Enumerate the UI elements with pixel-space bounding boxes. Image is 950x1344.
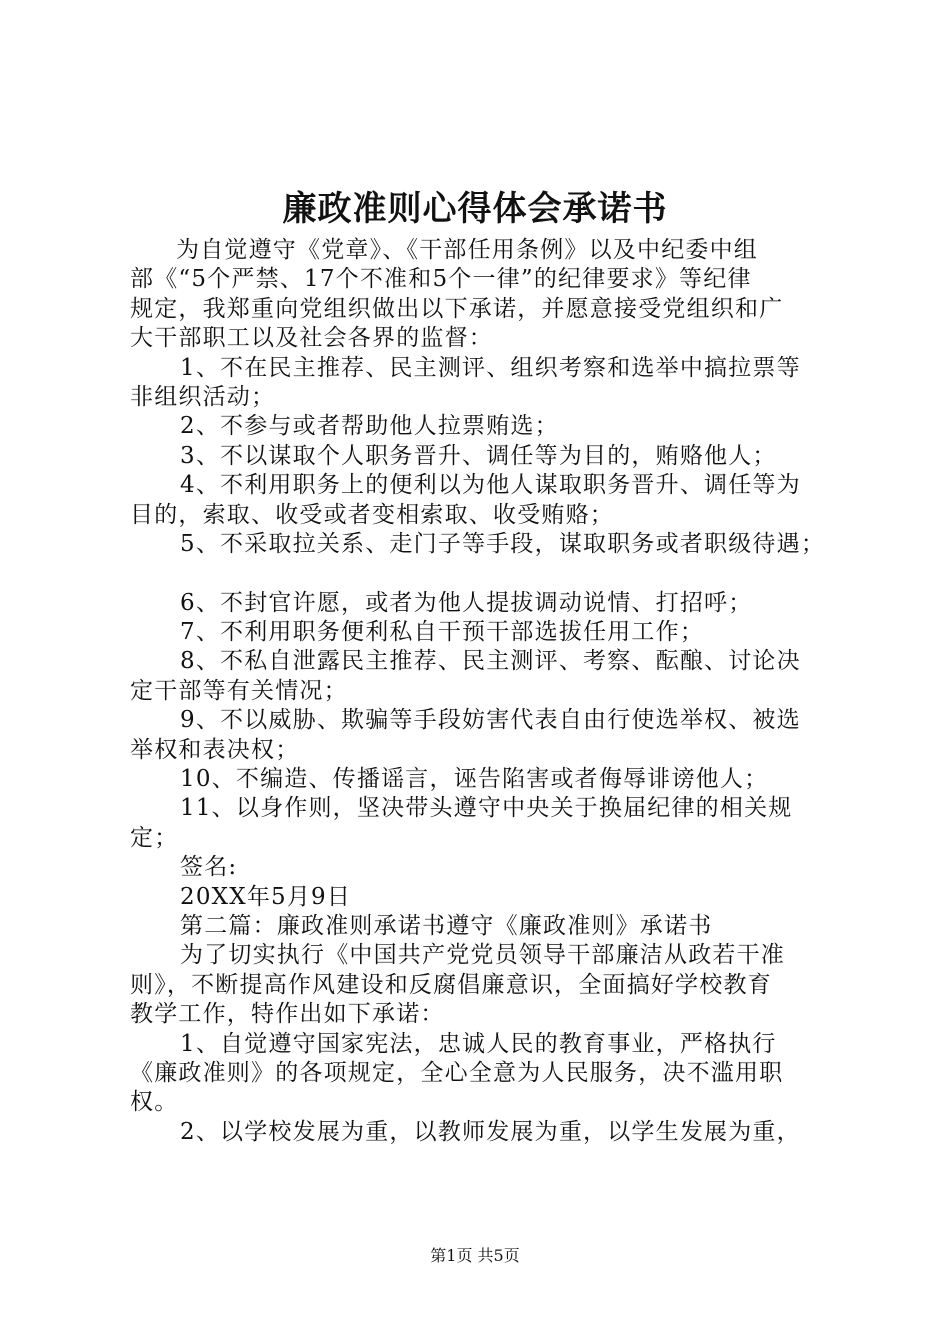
paragraph-line: 2、以学校发展为重，以教师发展为重，以学生发展为重， xyxy=(180,1118,801,1145)
document-title: 廉政准则心得体会承诺书 xyxy=(282,189,668,229)
paragraph-line: 权。 xyxy=(130,1089,179,1116)
paragraph-line: 9、不以威胁、欺骗等手段妨害代表自由行使选举权、被选 xyxy=(180,707,801,734)
paragraph-line: 大干部职工以及社会各界的监督： xyxy=(130,325,493,352)
section-heading: 第二篇：廉政准则承诺书遵守《廉政准则》承诺书 xyxy=(180,912,713,939)
paragraph-line: 规定，我郑重向党组织做出以下承诺，并愿意接受党组织和广 xyxy=(130,295,784,322)
paragraph-line: 3、不以谋取个人职务晋升、调任等为目的，贿赂他人； xyxy=(180,442,777,469)
paragraph-line: 2、不参与或者帮助他人拉票贿选； xyxy=(180,413,559,440)
paragraph-line: 1、自觉遵守国家宪法，忠诚人民的教育事业，严格执行 xyxy=(180,1030,777,1057)
paragraph-line: 教学工作，特作出如下承诺： xyxy=(130,1001,445,1028)
paragraph-line: 《廉政准则》的各项规定，全心全意为人民服务，决不滥用职 xyxy=(130,1059,784,1086)
paragraph-line: 1、不在民主推荐、民主测评、组织考察和选举中搞拉票等 xyxy=(180,354,801,381)
paragraph-line: 为自觉遵守《党章》、《干部任用条例》以及中纪委中组 xyxy=(176,237,758,263)
paragraph-line: 为了切实执行《中国共产党党员领导干部廉洁从政若干准 xyxy=(180,942,785,969)
document-body xyxy=(130,236,830,1147)
paragraph-line: 目的，索取、收受或者变相索取、收受贿赂； xyxy=(130,501,614,528)
paragraph-line: 7、不利用职务便利私自干预干部选拔任用工作； xyxy=(180,619,705,646)
date-line: 20XX年5月9日 xyxy=(180,883,352,910)
paragraph-line: 部《“5个严禁、17个不准和5个一律”的纪律要求》等纪律 xyxy=(130,266,752,293)
paragraph-line: 则》，不断提高作风建设和反腐倡廉意识，全面搞好学校教育 xyxy=(130,971,772,998)
paragraph-line: 举权和表决权； xyxy=(130,736,300,763)
paragraph-line: 8、不私自泄露民主推荐、民主测评、考察、酝酿、讨论决 xyxy=(180,648,801,675)
paragraph-line: 定； xyxy=(130,824,179,851)
blank-line xyxy=(130,559,830,588)
paragraph-line: 5、不采取拉关系、走门子等手段，谋取职务或者职级待遇； xyxy=(180,530,826,557)
page-number-footer: 第1页 共5页 xyxy=(430,1246,520,1265)
signature-label: 签名: xyxy=(180,854,238,881)
paragraph-line: 10、不编造、传播谣言，诬告陷害或者侮辱诽谤他人； xyxy=(180,766,769,793)
paragraph-line: 定干部等有关情况； xyxy=(130,677,348,704)
paragraph-line: 11、以身作则，坚决带头遵守中央关于换届纪律的相关规 xyxy=(180,795,793,822)
paragraph-line: 4、不利用职务上的便利以为他人谋取职务晋升、调任等为 xyxy=(180,472,801,499)
paragraph-line: 非组织活动； xyxy=(130,383,276,410)
paragraph-line: 6、不封官许愿，或者为他人提拔调动说情、打招呼； xyxy=(180,589,753,616)
